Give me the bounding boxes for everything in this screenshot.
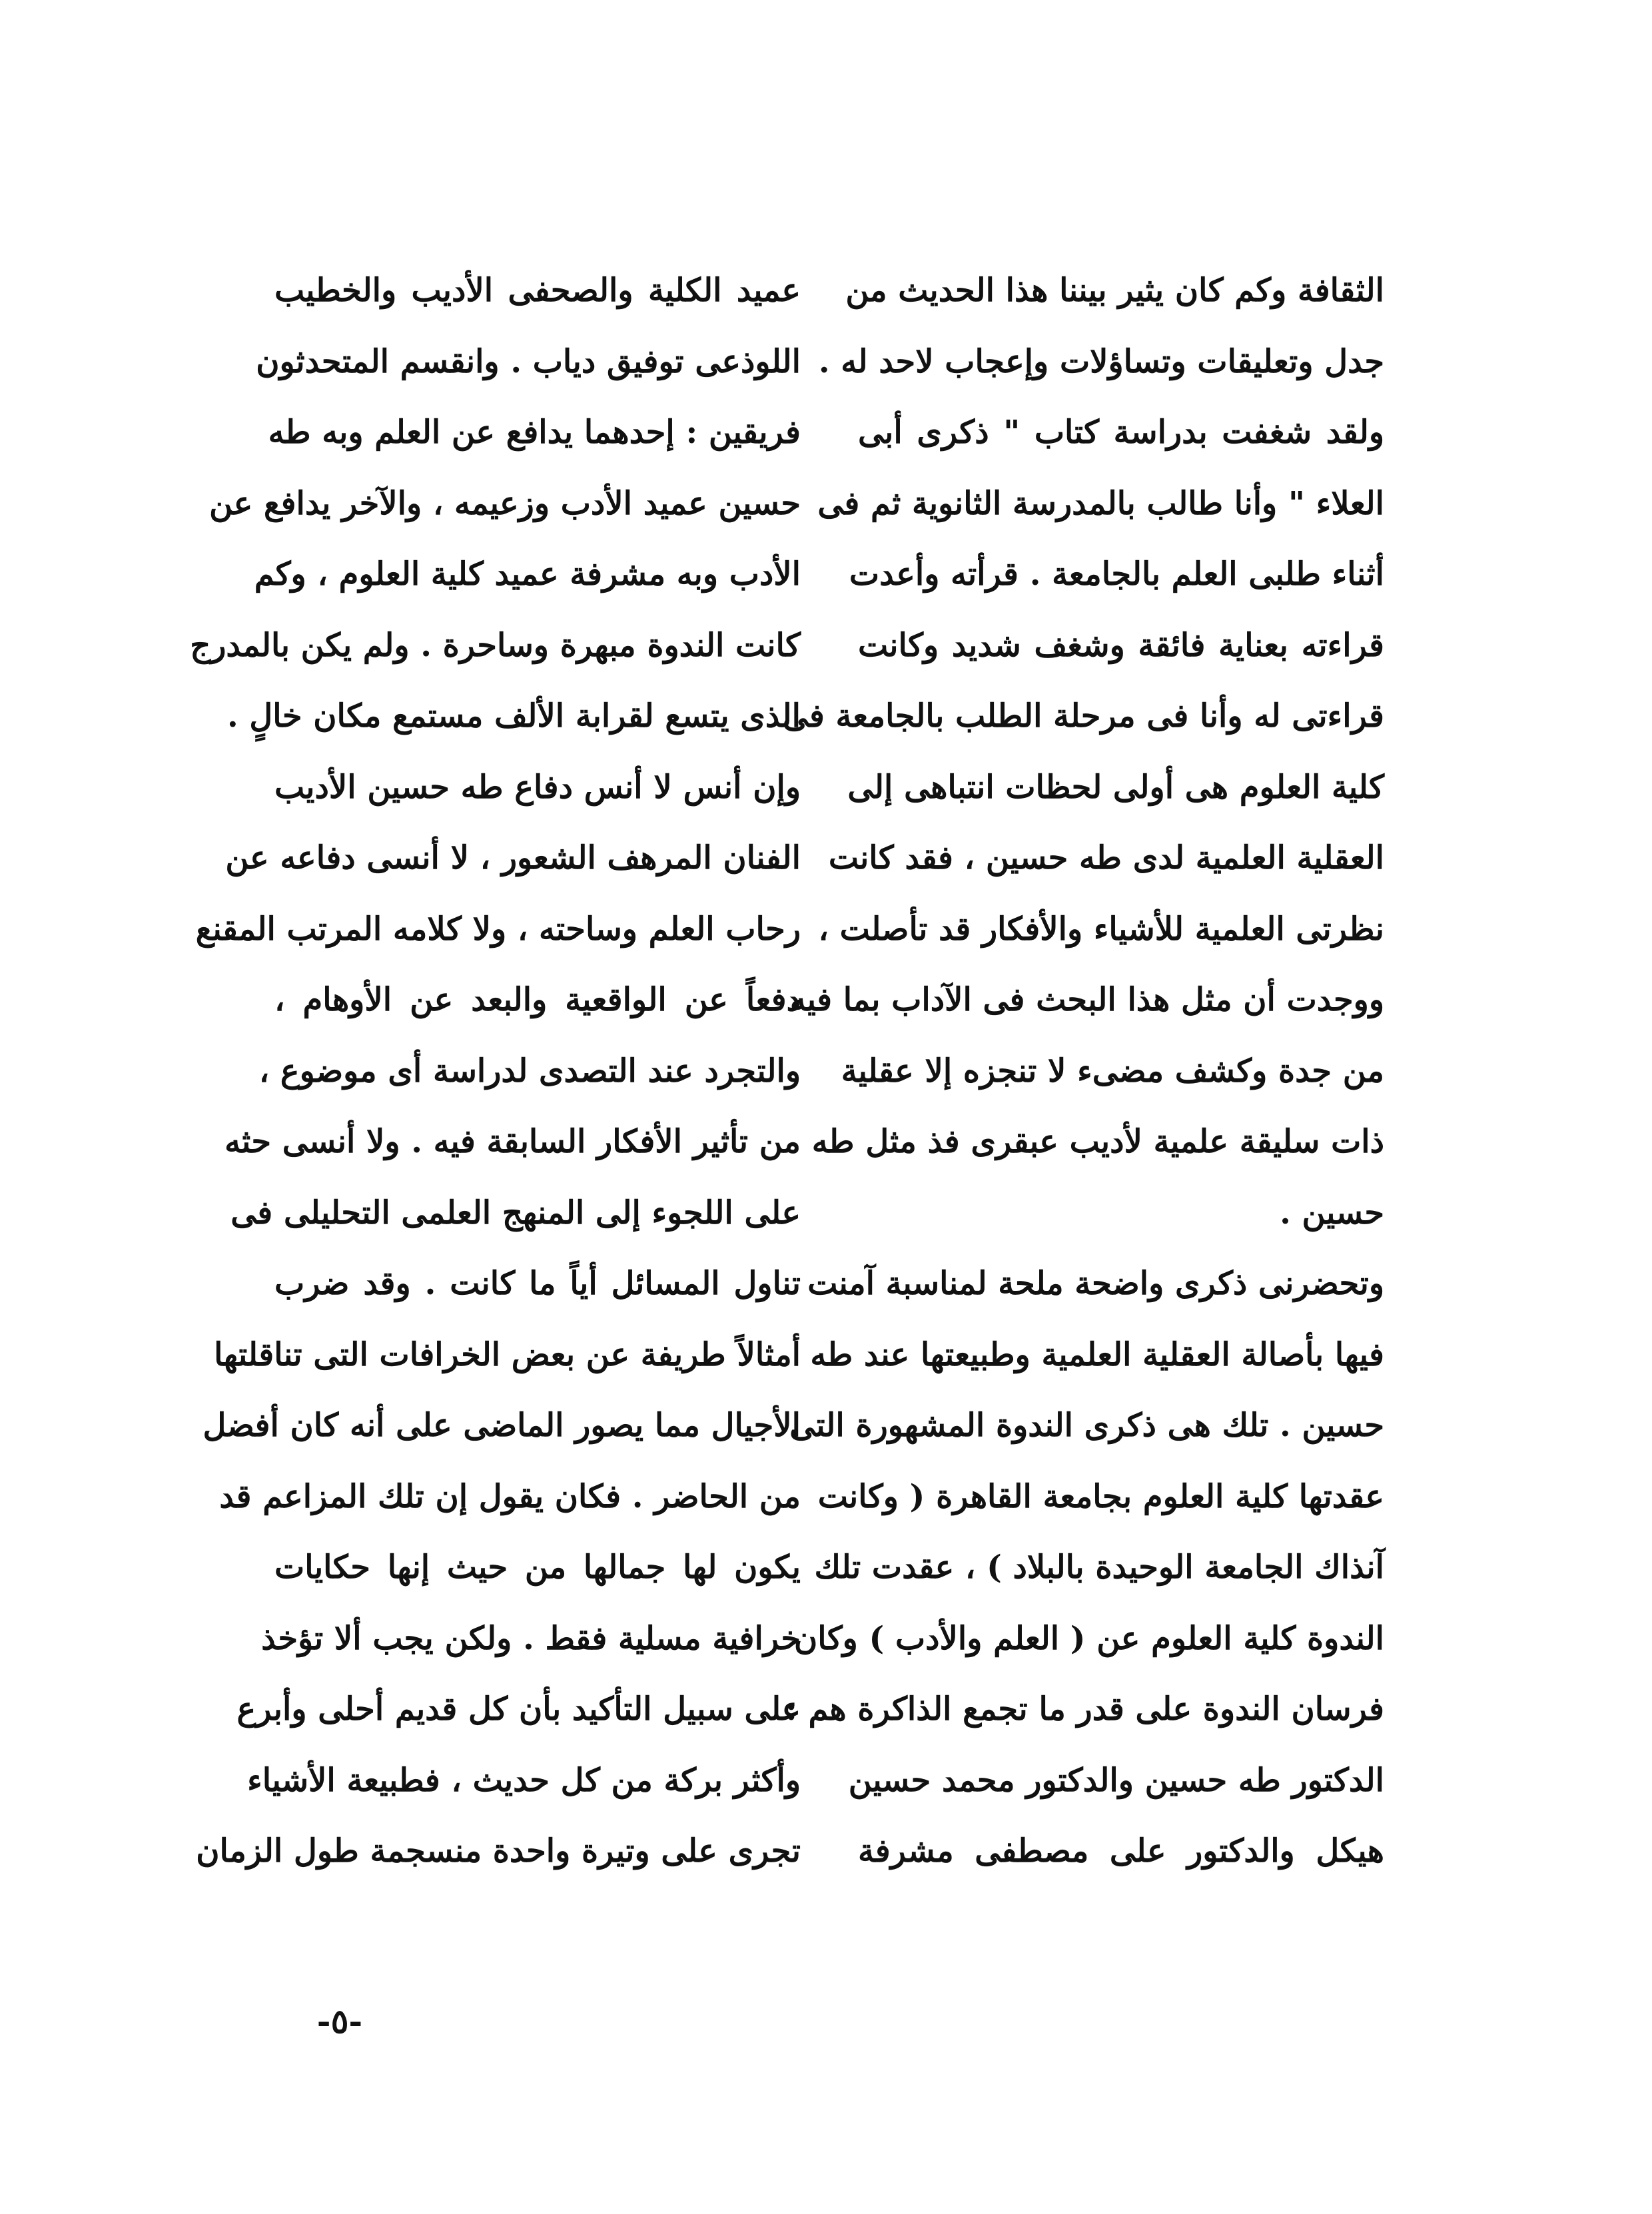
text-line: حسين . تلك هى ذكرى الندوة المشهورة التى	[789, 1407, 1384, 1444]
text-line: حسين .	[1280, 1194, 1384, 1232]
text-line: وتحضرنى ذكرى واضحة ملحة لمناسبة آمنت	[807, 1265, 1384, 1302]
text-line: أثناء طلبى العلم بالجامعة . قرأته وأعدت	[849, 555, 1384, 593]
text-column-right	[782, 255, 1384, 1887]
text-line: العلاء " وأنا طالب بالمدرسة الثانوية ثم فى	[817, 484, 1384, 522]
text-line: العقلية العلمية لدى طه حسين ، فقد كانت	[828, 839, 1384, 877]
text-line: رحاب العلم وساحته ، ولا كلامه المرتب المقنع	[195, 910, 801, 948]
text-line: من الحاضر . فكان يقول إن تلك المزاعم قد	[219, 1477, 801, 1515]
text-line: الفنان المرهف الشعور ، لا أنسى دفاعه عن	[225, 839, 801, 877]
text-line: من جدة وكشف مضىء لا تنجزه إلا عقلية	[841, 1052, 1384, 1090]
text-line: تناول المسائل أياً ما كانت . وقد ضرب	[274, 1265, 801, 1302]
text-line: فريقين : إحدهما يدافع عن العلم وبه طه	[268, 414, 801, 451]
text-line: الندوة كلية العلوم عن ( العلم والأدب ) وكان	[793, 1619, 1384, 1657]
text-line: هيكل والدكتور على مصطفى مشرفة	[858, 1832, 1384, 1870]
text-line: ووجدت أن مثل هذا البحث فى الآداب بما فيه	[789, 981, 1384, 1018]
text-line: من تأثير الأفكار السابقة فيه . ولا أنسى حثه	[224, 1123, 801, 1160]
text-line: يكون لها جمالها من حيث إنها حكايات	[274, 1549, 801, 1586]
text-line: دفعاً عن الواقعية والبعد عن الأوهام ،	[274, 981, 801, 1018]
text-line: قراءته بعناية فائقة وشغف شديد وكانت	[858, 626, 1384, 664]
text-line: عقدتها كلية العلوم بجامعة القاهرة ( وكانت	[817, 1477, 1384, 1515]
text-line: الثقافة وكم كان يثير بيننا هذا الحديث من	[845, 272, 1384, 309]
text-line: على اللجوء إلى المنهج العلمى التحليلى فى	[230, 1194, 801, 1232]
text-line: قراءتى له وأنا فى مرحلة الطلب بالجامعة فى	[782, 697, 1384, 735]
text-line: تجرى على وتيرة واحدة منسجمة طول الزمان	[196, 1832, 801, 1870]
text-line: خرافية مسلية فقط . ولكن يجب ألا تؤخذ	[261, 1619, 801, 1657]
text-line: والتجرد عند التصدى لدراسة أى موضوع ،	[258, 1052, 801, 1090]
text-line: اللوذعى توفيق دياب . وانقسم المتحدثون	[256, 342, 801, 380]
text-line: فيها بأصالة العقلية العلمية وطبيعتها عند طه	[810, 1335, 1384, 1373]
text-line: الأجيال مما يصور الماضى على أنه كان أفضل	[203, 1407, 801, 1444]
text-line: كلية العلوم هى أولى لحظات انتباهى إلى	[847, 768, 1384, 806]
text-line: وإن أنس لا أنس دفاع طه حسين الأديب	[274, 768, 801, 806]
text-line: على سبيل التأكيد بأن كل قديم أحلى وأبرع	[236, 1690, 801, 1728]
text-line: كانت الندوة مبهرة وساحرة . ولم يكن بالمدرج	[190, 626, 801, 664]
text-line: الدكتور طه حسين والدكتور محمد حسين	[848, 1761, 1384, 1799]
text-line: ذات سليقة علمية لأديب عبقرى فذ مثل طه	[811, 1123, 1384, 1160]
text-line: جدل وتعليقات وتساؤلات وإعجاب لاحد له .	[818, 342, 1384, 380]
text-line: حسين عميد الأدب وزعيمه ، والآخر يدافع عن	[209, 484, 801, 522]
text-line: آنذاك الجامعة الوحيدة بالبلاد ) ، عقدت تلك	[814, 1549, 1384, 1586]
text-line: أمثالاً طريفة عن بعض الخرافات التى تناقلتها	[214, 1335, 801, 1373]
text-line: الأدب وبه مشرفة عميد كلية العلوم ، وكم	[254, 555, 801, 593]
page-number: -٥-	[316, 2002, 363, 2041]
text-line: الذى يتسع لقرابة الألف مستمع مكان خالٍ .	[226, 697, 801, 735]
text-line: نظرتى العلمية للأشياء والأفكار قد تأصلت ،	[818, 910, 1384, 948]
text-line: عميد الكلية والصحفى الأديب والخطيب	[274, 272, 801, 309]
text-line: وأكثر بركة من كل حديث ، فطبيعة الأشياء	[247, 1761, 801, 1799]
text-column-left	[190, 255, 801, 1887]
text-line: فرسان الندوة على قدر ما تجمع الذاكرة هم :	[785, 1690, 1384, 1728]
text-line: ولقد شغفت بدراسة كتاب " ذكرى أبى	[858, 414, 1384, 451]
